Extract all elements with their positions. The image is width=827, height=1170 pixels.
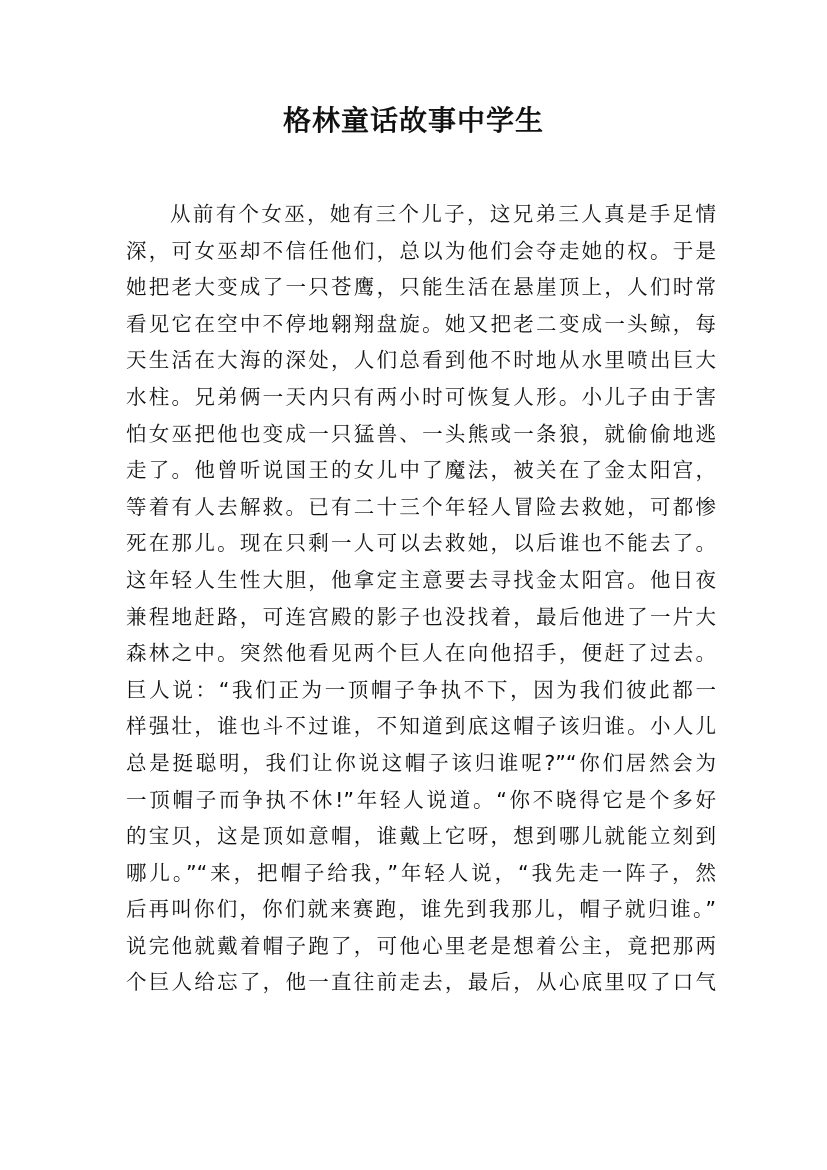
story-body bbox=[126, 196, 716, 1001]
body-line: 从前有个女巫，她有三个儿子，这兄弟三人真是手足情 bbox=[170, 202, 716, 226]
body-line: 样强壮，谁也斗不过谁，不知道到底这帽子该归谁。小人儿 bbox=[126, 714, 716, 739]
body-line: 森林之中。突然他看见两个巨人在向他招手，便赶了过去。 bbox=[126, 641, 716, 666]
body-line: 她把老大变成了一只苍鹰，只能生活在悬崖顶上，人们时常 bbox=[126, 275, 716, 300]
body-line: 哪儿。”“来，把帽子给我，”年轻人说，“我先走一阵子，然 bbox=[126, 860, 716, 885]
document-title: 格林童话故事中学生 bbox=[282, 104, 544, 137]
body-line: 兼程地赶路，可连宫殿的影子也没找着，最后他进了一片大 bbox=[126, 604, 716, 629]
body-line: 巨人说：“我们正为一顶帽子争执不下，因为我们彼此都一 bbox=[126, 677, 716, 702]
body-line: 后再叫你们，你们就来赛跑，谁先到我那儿，帽子就归谁。” bbox=[126, 897, 716, 922]
body-line: 说完他就戴着帽子跑了，可他心里老是想着公主，竟把那两 bbox=[126, 933, 716, 958]
body-line: 死在那儿。现在只剩一人可以去救她，以后谁也不能去了。 bbox=[126, 531, 716, 556]
body-line: 总是挺聪明，我们让你说这帽子该归谁呢?”“你们居然会为 bbox=[126, 750, 716, 775]
body-line: 水柱。兄弟俩一天内只有两小时可恢复人形。小儿子由于害 bbox=[126, 384, 716, 409]
body-line: 怕女巫把他也变成一只猛兽、一头熊或一条狼，就偷偷地逃 bbox=[126, 421, 716, 446]
body-line: 这年轻人生性大胆，他拿定主意要去寻找金太阳宫。他日夜 bbox=[126, 567, 716, 592]
body-line: 一顶帽子而争执不休!”年轻人说道。“你不晓得它是个多好 bbox=[126, 787, 716, 812]
body-line: 深，可女巫却不信任他们，总以为他们会夺走她的权。于是 bbox=[126, 238, 716, 263]
body-line: 等着有人去解救。已有二十三个年轻人冒险去救她，可都惨 bbox=[126, 494, 716, 519]
body-line: 的宝贝，这是顶如意帽，谁戴上它呀，想到哪儿就能立刻到 bbox=[126, 824, 716, 849]
body-line: 天生活在大海的深处，人们总看到他不时地从水里喷出巨大 bbox=[126, 348, 716, 373]
body-line: 走了。他曾听说国王的女儿中了魔法，被关在了金太阳宫， bbox=[126, 458, 716, 483]
body-line: 看见它在空中不停地翱翔盘旋。她又把老二变成一头鲸，每 bbox=[126, 311, 716, 336]
body-line: 个巨人给忘了，他一直往前走去，最后，从心底里叹了口气 bbox=[126, 970, 716, 995]
